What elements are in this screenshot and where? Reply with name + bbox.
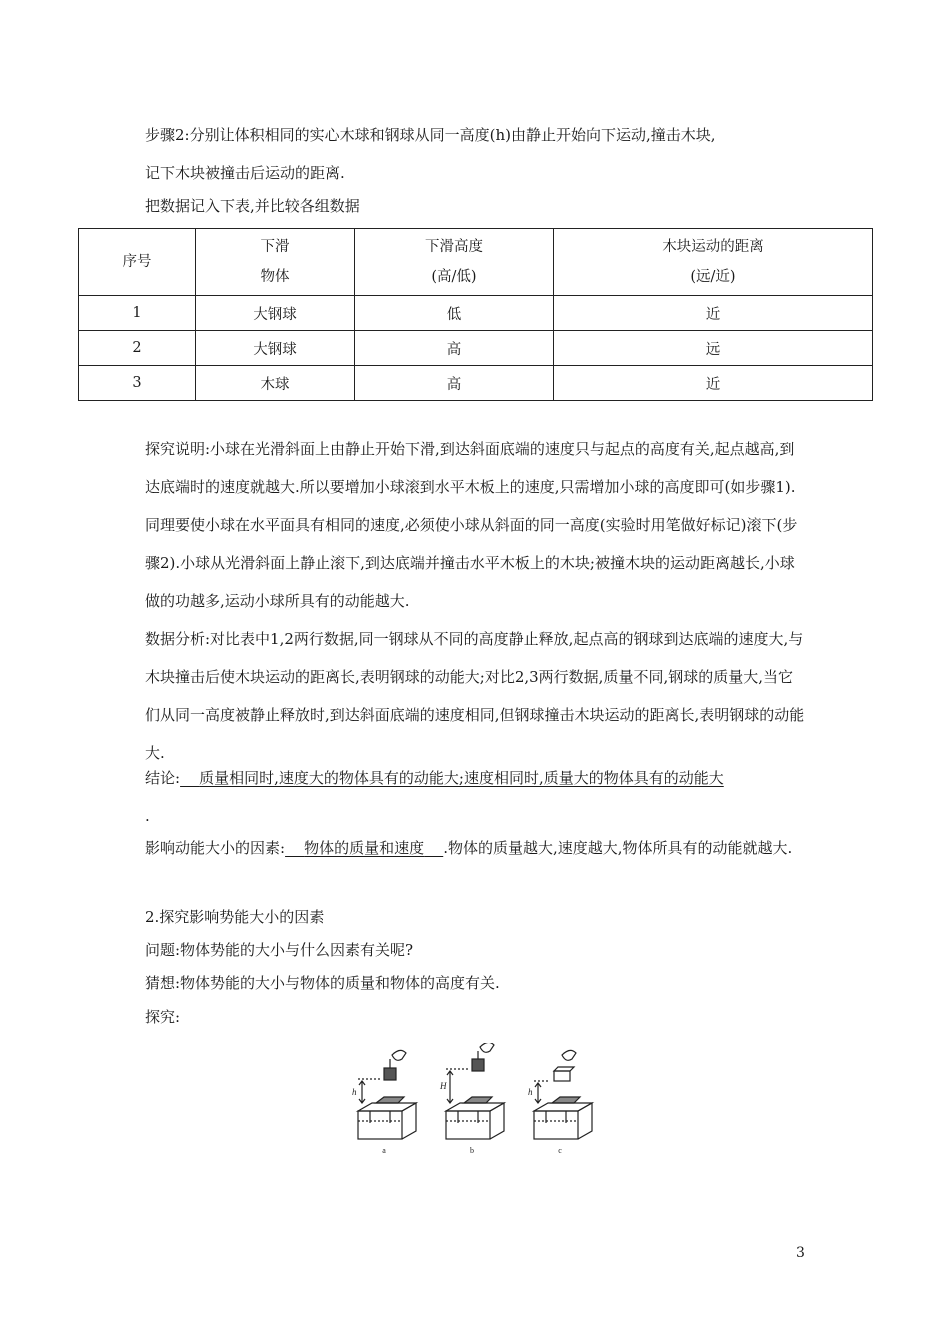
table-cell: 高 — [355, 366, 554, 401]
table-cell: 1 — [79, 296, 196, 331]
table-cell: 2 — [79, 331, 196, 366]
table-header-row — [79, 229, 873, 296]
panel-c — [534, 1050, 592, 1139]
panel-label: b — [470, 1146, 474, 1155]
analysis-paragraph: 数据分析:对比表中1,2两行数据,同一钢球从不同的高度静止释放,起点高的钢球到达底端的速度大,与木块撞击后使木块运动的距离长,表明钢球的动能大;对比2,3两行数据,质量不同,钢球的质量大,当它们从同一高度被静止释放时,到达斜面底端的速度相同,但钢球撞击木块运动的距离长,表明钢球的动能大. — [145, 630, 805, 762]
table-cell: 木球 — [196, 366, 355, 401]
hand-icon — [562, 1050, 576, 1060]
header-cell: 下滑 物体 — [196, 229, 355, 296]
table-row — [79, 366, 873, 401]
header-cell: 下滑高度 (高/低) — [355, 229, 554, 296]
data-table — [78, 228, 873, 401]
header-cell: 木块运动的距离 (远/近) — [554, 229, 873, 296]
height-label: h — [352, 1087, 357, 1097]
panel-label: c — [558, 1146, 562, 1155]
explore-line: 探究: — [145, 1008, 181, 1026]
weight-icon — [472, 1059, 484, 1071]
page-number: 3 — [796, 1245, 805, 1261]
step2-line1: 步骤2:分别让体积相同的实心木球和钢球从同一高度(h)由静止开始向下运动,撞击木块, — [145, 126, 716, 144]
hand-icon — [480, 1043, 494, 1052]
conclusion-paragraph — [145, 759, 805, 835]
table-cell: 远 — [554, 331, 873, 366]
table-cell: 近 — [554, 296, 873, 331]
experiment-figure — [350, 1043, 600, 1155]
panel-label: a — [382, 1146, 386, 1155]
factors-label: 影响动能大小的因素: — [145, 839, 286, 857]
panel-a — [358, 1050, 416, 1139]
conclusion-period: . — [145, 807, 150, 825]
conclusion-answer: 质量相同时,速度大的物体具有的动能大;速度相同时,质量大的物体具有的动能大 — [199, 769, 724, 787]
table-cell: 低 — [355, 296, 554, 331]
table-row — [79, 296, 873, 331]
table-cell: 3 — [79, 366, 196, 401]
block-icon — [554, 1071, 570, 1081]
factors-answer: 物体的质量和速度 — [304, 839, 425, 857]
panel-b — [446, 1043, 504, 1139]
section2-title: 2.探究影响势能大小的因素 — [145, 908, 325, 926]
height-label: h — [528, 1087, 533, 1097]
guess-line: 猜想:物体势能的大小与物体的质量和物体的高度有关. — [145, 974, 500, 992]
table-cell: 大钢球 — [196, 296, 355, 331]
factors-paragraph — [145, 829, 805, 867]
step2-line2: 记下木块被撞击后运动的距离. — [145, 164, 345, 182]
weight-icon — [384, 1068, 396, 1080]
table-intro: 把数据记入下表,并比较各组数据 — [145, 197, 360, 215]
table-cell: 高 — [355, 331, 554, 366]
factors-rest: .物体的质量越大,速度越大,物体所具有的动能就越大. — [443, 839, 793, 857]
explanation-paragraph: 探究说明:小球在光滑斜面上由静止开始下滑,到达斜面底端的速度只与起点的高度有关,起点越高,到达底端时的速度就越大.所以要增加小球滚到水平木板上的速度,只需增加小球的高度即可(如步骤1).同理要使小球在水平面具有相同的速度,必须使小球从斜面的同一高度(实验时用笔做好标记)滚下(步骤2).小球从光滑斜面上静止滚下,到达底端并撞击水平木板上的木块;被撞木块的运动距离越长,小球做的功越多,运动小球所具有的动能越大. — [145, 440, 798, 610]
table-row — [79, 331, 873, 366]
table-cell: 近 — [554, 366, 873, 401]
table-cell: 大钢球 — [196, 331, 355, 366]
height-label: H — [440, 1081, 447, 1091]
header-cell: 序号 — [79, 229, 196, 296]
hand-icon — [392, 1050, 406, 1060]
conclusion-label: 结论: — [145, 769, 181, 787]
question-line: 问题:物体势能的大小与什么因素有关呢? — [145, 941, 414, 959]
